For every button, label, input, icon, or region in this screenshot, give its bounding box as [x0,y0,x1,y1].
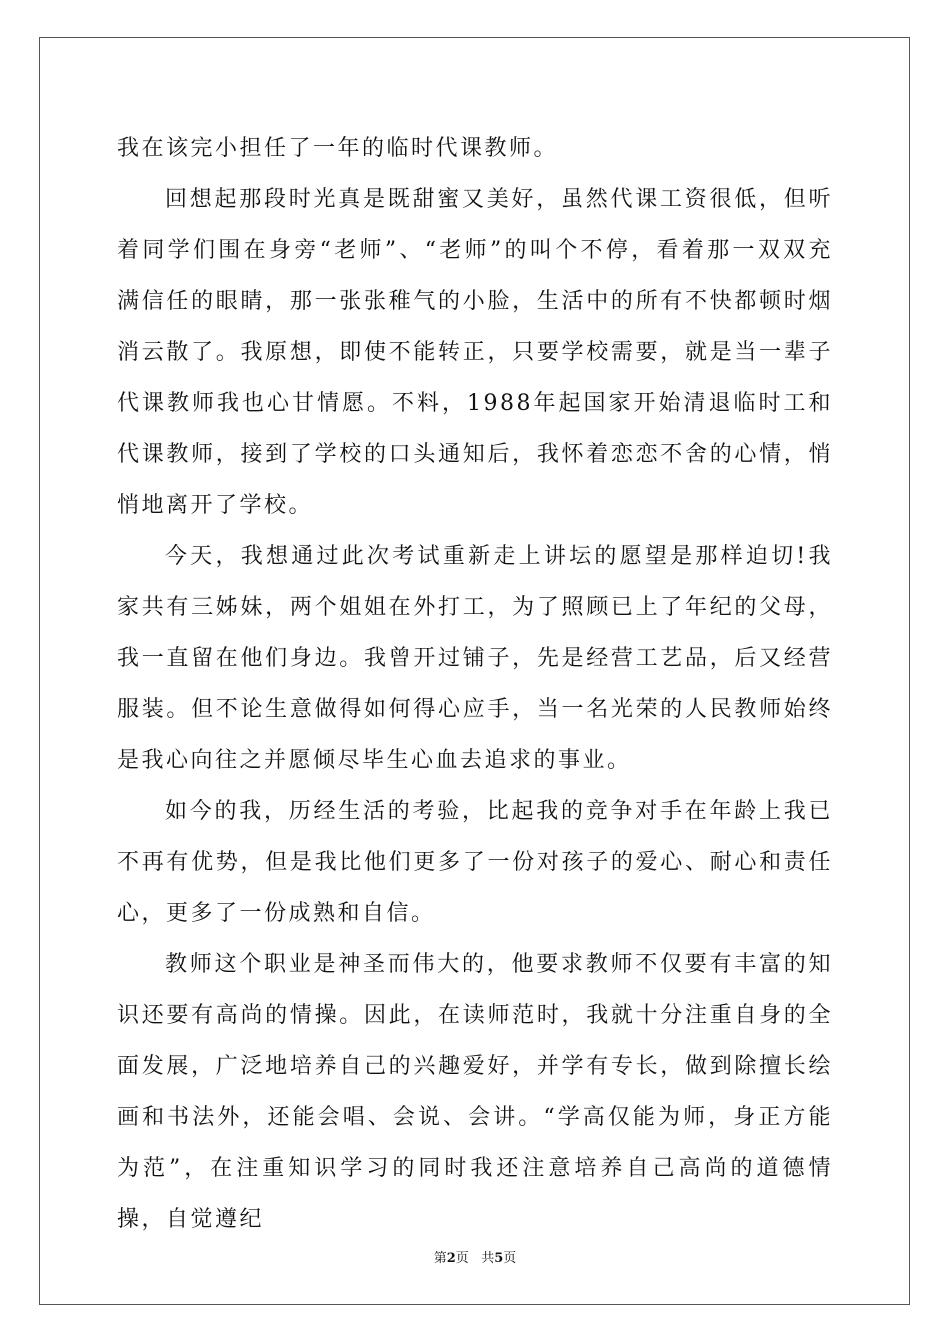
paragraph-5: 教师这个职业是神圣而伟大的，他要求教师不仅要有丰富的知识还要有高尚的情操。因此，在读师范时，我就十分注重自身的全面发展，广泛地培养自己的兴趣爱好，并学有专长，做到除擅长绘画和书法外，还能会唱、会说、会讲。“学高仅能为师，身正方能为范”，在注重知识学习的同时我还注意培养自己高尚的道德情操，自觉遵纪 [117,952,833,1232]
paragraph-3: 今天，我想通过此次考试重新走上讲坛的愿望是那样迫切!我家共有三姊妹，两个姐姐在外打工，为了照顾已上了年纪的父母，我一直留在他们身边。我曾开过铺子，先是经营工艺品，后又经营服装。但不论生意做得如何得心应手，当一名光荣的人民教师始终是我心向往之并愿倾尽毕生心血去追求的事业。 [117,544,833,773]
page-prefix: 第 [433,1251,447,1266]
paragraph-4: 如今的我，历经生活的考验，比起我的竞争对手在年龄上我已不再有优势，但是我比他们更多了一份对孩子的爱心、耐心和责任心，更多了一份成熟和自信。 [117,799,833,926]
page-number: 2 [446,1251,456,1266]
page-footer [0,1247,950,1266]
paragraph-2: 回想起那段时光真是既甜蜜又美好，虽然代课工资很低，但听着同学们围在身旁“老师”、“老师”的叫个不停，看着那一双双充满信任的眼睛，那一张张稚气的小脸，生活中的所有不快都顿时烟消云散了。我原想，即使不能转正，只要学校需要，就是当一辈子代课教师我也心甘情愿。不料，1988年起国家开始清退临时工和代课教师，接到了学校的口头通知后，我怀着恋恋不舍的心情，悄悄地离开了学校。 [117,187,833,518]
total-prefix: 共 [481,1251,495,1266]
document-body [117,123,833,1245]
total-pages: 5 [494,1251,504,1266]
total-suffix: 页 [503,1251,517,1266]
page-suffix: 页 [455,1251,469,1266]
paragraph-1: 我在该完小担任了一年的临时代课教师。 [117,136,559,161]
